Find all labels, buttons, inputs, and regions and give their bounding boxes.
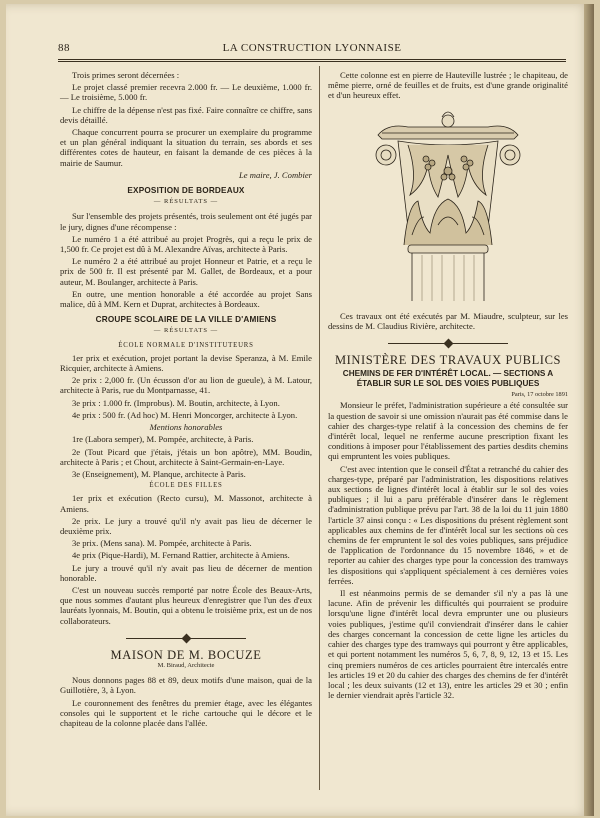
column-divider xyxy=(319,66,320,790)
bordeaux-paragraph: En outre, une mention honorable a été accordée au projet Sans malice, dû à MM. Kern et Duprat, architectes à Bordeaux. xyxy=(60,288,312,310)
left-column xyxy=(60,70,312,730)
mention-item: 3e (Enseignement), M. Planque, architecte à Paris. xyxy=(72,468,246,479)
maison-paragraph: Le couronnement des fenêtres du premier étage, avec les élégantes consoles qui le supportent et le riche cartouche qui le décore et le chapiteau de la colonne placée dans l'allée. xyxy=(60,697,312,728)
intro-paragraph: Le projet classé premier recevra 2.000 fr. — Le deuxième, 1.000 fr. — Le troisième, 5.000 fr. xyxy=(60,82,312,103)
filles-item: 1er prix et exécution (Recto cursu), M. Massonot, architecte à Amiens. xyxy=(60,493,312,514)
bordeaux-paragraph: Sur l'ensemble des projets présentés, trois seulement ont été jugés par le jury, dignes d'une récompense : xyxy=(60,211,312,232)
normale-heading: ÉCOLE NORMALE D'INSTITUTEURS xyxy=(118,341,254,349)
sculptor-credit: Ces travaux ont été exécutés par M. Miaudre, sculpteur, sur les dessins de M. Claudius Rivière, architecte. xyxy=(328,310,568,331)
intro-paragraph: Trois primes seront décernées : xyxy=(72,70,180,80)
column-description: Cette colonne est en pierre de Hauteville lustrée ; le chapiteau, de même pierre, orné de feuilles et de fruits, est d'une grande originalité et d'un heureux effet. xyxy=(328,70,568,101)
maison-byline: M. Biraud, Architecte xyxy=(157,661,215,669)
filles-item: C'est un nouveau succès remporté par notre École des Beaux-Arts, que nous sommes d'autant plus heureux d'enregistrer que l'un des d'eux lauréats lyonnais, M. Boutin, qui a obtenu le troisième prix, est un de nos collaborateurs. xyxy=(60,584,312,626)
mentions-heading: Mentions honorables xyxy=(149,422,223,433)
running-header xyxy=(58,42,566,58)
journal-title: LA CONSTRUCTION LYONNAISE xyxy=(222,42,402,54)
letter-date: Paris, 17 octobre 1891 xyxy=(511,391,568,399)
filles-item: 2e prix. Le jury a trouvé qu'il n'y avait pas lieu de décerner le deuxième prix. xyxy=(60,515,312,536)
filles-heading: ÉCOLE DES FILLES xyxy=(149,482,223,490)
letter-paragraph: Monsieur le préfet, l'administration supérieure a été consultée sur la question de savoir si une omission n'aurait pas été commise dans le cahier des charges-type relatif à la concession des chemins de fer d'intérêt local, lequel ne renferme aucune prescription fixant les conditions à imposer pour l'établissement des parties desdits chemins qui empruntent les voies publiques. xyxy=(328,400,568,462)
mention-item: 1re (Labora semper), M. Pompée, architecte, à Paris. xyxy=(72,434,254,445)
section-ornament xyxy=(388,339,508,349)
maison-paragraph: Nous donnons pages 88 et 89, deux motifs d'une maison, quai de la Guillotière, 3, à Lyon. xyxy=(60,675,312,696)
intro-paragraph: Chaque concurrent pourra se procurer un exemplaire du programme et un plan général indiquant la situation du terrain, ses abords et ses différentes cotes de hauteur, en faisant la demande de ces pièces à la mairie de Saumur. xyxy=(60,127,312,168)
amiens-subtitle: — RÉSULTATS — xyxy=(153,327,219,335)
maison-title: MAISON DE M. BOCUZE xyxy=(110,647,262,662)
mention-item: 2e (Tout Picard que j'étais, j'étais un bon apôtre), MM. Boudin, architecte à Paris ; et Chout, architecte à Saint-Germain-en-Laye. xyxy=(60,446,312,467)
filles-item: 4e prix (Pique-Hardi), M. Fernand Rattier, architecte à Amiens. xyxy=(72,550,290,561)
normale-prize: 1er prix et exécution, projet portant la devise Speranza, à M. Emile Ricquier, architecte à Amiens. xyxy=(60,352,312,374)
railway-section-title: CHEMINS DE FER D'INTÉRÊT LOCAL. — SECTIONS A ÉTABLIR SUR LE SOL DES VOIES PUBLIQUES xyxy=(342,369,554,389)
filles-item: Le jury a trouvé qu'il n'y avait pas lieu de décerner de mention honorable. xyxy=(60,562,312,583)
letter-paragraph: Il est néanmoins permis de se demander s'il n'y a pas là une lacune. Afin de prévenir les difficultés qui pourraient se produire lorsqu'une ligne d'intérêt local devra emprunter une ou plusieurs voies publiques, j'estime qu'il conviendrait d'insérer dans le cahier des charges concernant la concession de cette ligne les articles du cahier des charges type des tramways qui pourront y être applicables, et qui portent notamment les numéros 5, 6, 7, 8, 9, 12, 13 et 15. Les cinq premiers numéros de ces articles pourraient être intercalés entre les articles 19 et 20 du cahier des charges des chemins de fer d'intérêt local ; les deux suivants (12 et 13), entre les articles 29 et 30 ; enfin le dernier viendrait après l'article 32. xyxy=(328,588,568,701)
amiens-title: CROUPE SCOLAIRE DE LA VILLE D'AMIENS xyxy=(95,315,277,325)
book-spine xyxy=(584,4,594,816)
section-ornament xyxy=(126,634,246,644)
intro-paragraph: Le chiffre de la dépense n'est pas fixé. Faire connaître ce chiffre, sans devis détaillé. xyxy=(60,104,312,125)
header-rule xyxy=(58,59,566,62)
normale-prize: 3e prix : 1.000 fr. (Improbus). M. Boutin, architecte, à Lyon. xyxy=(72,397,280,408)
right-column xyxy=(328,70,568,702)
letter-paragraph: C'est avec intention que le conseil d'État a retranché du cahier des charges-type, préparé par l'administration, les dispositions relatives aux sections de lignes d'intérêt local à établir sur le sol des voies publiques ; il lui a paru préférable d'insérer dans le règlement d'administration publique prévu par l'art. 38 de la loi du 11 juin 1880 l'article 37 ainsi conçu : « Les dispositions du présent règlement sont applicables aux chemins de fer d'intérêt local sur les sections où ces chemins de fer empruntent le sol des voies publiques, sans préjudice de l'application de l'ordonnance du 15 novembre 1846, » et de reporter au cahier des charges type pour la concession des tramways les dispositions qui s'appliquent spécialement à ces dernières voies ferrées. xyxy=(328,463,568,586)
page-number: 88 xyxy=(58,42,70,54)
bordeaux-title: EXPOSITION DE BORDEAUX xyxy=(127,186,245,196)
ministry-title: MINISTÈRE DES TRAVAUX PUBLICS xyxy=(334,353,562,368)
bordeaux-paragraph: Le numéro 1 a été attribué au projet Progrès, qui a reçu le prix de 1,500 fr. Ce projet est dû à M. Alexandre Aïvas, architecte à Paris. xyxy=(60,233,312,255)
mayor-signature: Le maire, J. Combier xyxy=(239,169,312,180)
filles-item: 3e prix. (Mens sana). M. Pompée, architecte à Paris. xyxy=(72,538,252,549)
corinthian-capital-illustration xyxy=(368,105,528,305)
normale-prize: 4e prix : 500 fr. (Ad hoc) M. Henri Moncorger, architecte à Lyon. xyxy=(72,409,298,420)
bordeaux-subtitle: — RÉSULTATS — xyxy=(153,198,219,206)
normale-prize: 2e prix : 2,000 fr. (Un écusson d'or au lion de gueule), à M. Latour, architecte à Paris, rue du Montparnasse, 41. xyxy=(60,375,312,396)
bordeaux-paragraph: Le numéro 2 a été attribué au projet Honneur et Patrie, et a reçu le prix de 500 fr. Il est présenté par M. Gallet, de Bordeaux, et a pour auteur, M. Boulanger, architecte à Paris. xyxy=(60,256,312,287)
